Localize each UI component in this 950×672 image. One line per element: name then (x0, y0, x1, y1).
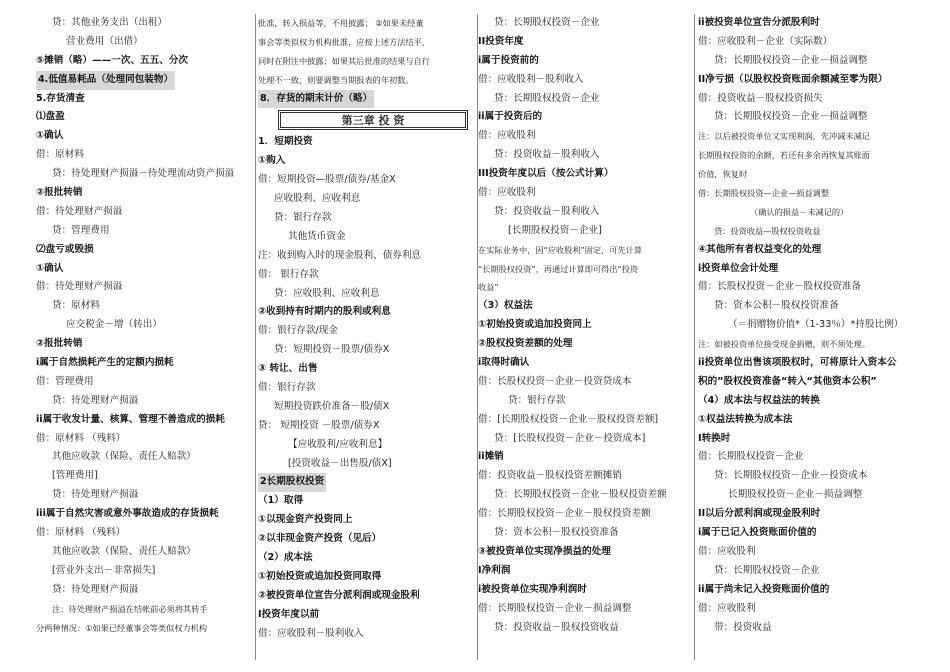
section-heading: II以后分派利润或现金股利时 (698, 508, 821, 520)
section-heading: i被投资单位实现净利润时 (478, 583, 587, 595)
text-line: 收益” (478, 282, 499, 293)
text-line: 贷：管理费用 (52, 224, 110, 236)
section-heading: ⑵盘亏或毁损 (36, 243, 94, 255)
text-line: （＝捐赠物价值*（1-33％）*持股比例） (728, 319, 904, 331)
text-line: 价值，恢复时 (698, 169, 748, 180)
section-heading: ii被投资单位宣告分派股利时 (698, 17, 820, 28)
section-heading: ii属于尚未记入投资账面价值的 (698, 583, 830, 595)
section-heading: II净亏损（以股权投资账面余额减至零为限） (698, 73, 888, 85)
text-line: 长期股权投资－企业－损益调整 (728, 489, 863, 501)
text-line: 借：待处理财产损溢 (36, 281, 123, 293)
section-heading: 1．短期投资 (258, 136, 313, 148)
text-line: [营业外支出－非常损失] (52, 564, 156, 576)
text-line: 分两种情况：①如果已经董事会等类似权力机构 (36, 622, 208, 633)
section-heading: ②以非现金资产投资（见后） (258, 533, 382, 545)
text-line: 贷：资本公积－股权投资准备 (714, 300, 839, 312)
text-line: 贷：其他业务支出（出租） (52, 17, 168, 28)
text-line: 贷：长期股权投资－企业－损益调整 (714, 111, 868, 123)
section-heading: ①确认 (36, 262, 64, 274)
text-line: 借：长期股权投资－企业 (698, 451, 804, 463)
highlighted-heading: 8．存货的期末计价（略） (258, 90, 374, 109)
section-heading: III投资年度以后（按公式计算） (478, 168, 614, 180)
text-line: 贷：银行存款 (508, 394, 566, 406)
text-line: 借：应收股利 (698, 602, 756, 614)
text-line: 借：银行存款 (258, 382, 316, 394)
section-heading: iii属于自然灾害或意外事故造成的存货损耗 (36, 508, 219, 520)
text-line: 贷：待处理财产损溢－待处理流动资产损溢 (52, 168, 235, 180)
section-heading: i投资单位会计处理 (698, 262, 779, 274)
text-line: 借：短期投资—股票/债券/基金Ⅹ (258, 174, 396, 186)
text-line: 【应收股利/应收利息】 (288, 438, 388, 450)
text-line: [管理费用] (52, 470, 98, 482)
text-line: 贷：长期股权投资－企业 (494, 92, 600, 104)
text-line: 借：应收股利 (478, 187, 536, 199)
section-heading: ii属于投资后的 (478, 111, 543, 123)
section-heading: ④其他所有者权益变化的处理 (698, 243, 822, 255)
text-line: 借：待处理财产损溢 (36, 205, 123, 217)
text-line: 贷：长期股权投资－企业－投资成本 (714, 470, 868, 482)
section-heading: II投资年度 (478, 35, 524, 47)
section-heading: i属于已记入投资账面价值的 (698, 527, 817, 539)
text-line: 贷： 短期投资 －股票/债券Ⅹ (258, 419, 380, 431)
text-line: 贷：应收股利、应收利息 (274, 287, 380, 299)
text-line: 贷：投资收益－股权投资收益 (494, 621, 619, 633)
section-heading: I净利润 (478, 564, 511, 576)
section-heading: （3）权益法 (478, 300, 533, 312)
text-line: 营业费用（出借） (66, 35, 143, 47)
text-line: 带：投资收益 (714, 621, 772, 633)
section-heading: 积的”股权投资准备“转入“其他资本公积” (698, 375, 877, 387)
text-line: 注：如被投资单位接受现金捐赠，则不须处理。 (698, 339, 870, 350)
section-heading: ⑴盘盈 (36, 111, 65, 123)
text-line: 贷：投资收益－股利收入 (494, 205, 600, 217)
section-heading: ①初始投资或追加投资同上 (478, 319, 592, 331)
text-line: 贷：长期股权投资－企业－损益调整 (714, 54, 868, 66)
text-line: 贷：投资收益—股权投资收益 (714, 225, 821, 236)
section-heading (258, 90, 473, 109)
text-line: 借：应收股利 (698, 545, 756, 557)
section-heading: ②报批转销 (36, 187, 83, 199)
section-heading: ii摊销 (478, 451, 504, 463)
highlighted-heading: 4.低值易耗品（处理同包装物） (36, 71, 175, 90)
text-line: 贷：长期股权投资－企业－股权投资差额 (494, 489, 667, 501)
text-line: 在实际业务中，因“应收股利”固定，可先计算 (478, 244, 643, 255)
text-line: 其他应收款（保险、责任人赔款） (52, 451, 196, 463)
section-heading: （4）成本法与权益法的转换 (698, 394, 820, 406)
section-heading: ②股权投资差额的处理 (478, 338, 573, 350)
section-heading: I投资年度以前 (258, 608, 320, 620)
section-heading: ①以现金资产投资同上 (258, 514, 353, 526)
section-heading: （1）取得 (258, 495, 304, 507)
section-heading: i取得时确认 (478, 357, 530, 369)
text-line: 其他货币资金 (288, 230, 346, 242)
text-line: 借：应收股利－股利收入 (258, 627, 364, 639)
text-line: 贷：待处理财产损溢 (52, 394, 139, 406)
text-line: 其他应收款（保险、责任人赔款） (52, 545, 196, 557)
text-line: 批准，转入损益等，不用披露； ②如果未经董 (258, 18, 424, 28)
text-line: 借：长期股权投资－企业－股权投资差额 (478, 508, 651, 520)
text-line: 应收股利、应收利息 (274, 193, 361, 205)
section-heading: I转换时 (698, 432, 731, 444)
section-heading: i属于投资前的 (478, 54, 539, 66)
chapter-heading: 第三章 投 资 (278, 110, 468, 130)
text-line: [长期股权投资－企业] (508, 224, 602, 236)
text-line: 事会等类似权力机构批准，应按上述方法结平， (258, 36, 430, 47)
section-heading (258, 473, 473, 492)
section-heading: ①初始投资或追加投资同取得 (258, 570, 382, 582)
text-line: 注：以后被投资单位又实现利润，先冲减未减记 (698, 131, 870, 142)
text-line: 贷：[长股权投资－企业－投资成本] (494, 432, 646, 444)
text-line: 借：长股权投资－企业－投资贷成本 (478, 375, 632, 387)
text-line: 借：原材料 （残料） (36, 432, 126, 444)
text-line: 应交税金－增（转出） (66, 319, 162, 331)
text-line: 借：长期股权投资—企业—损益调整 (698, 188, 830, 199)
text-line: 处理不一致，则要调整当期报表的年初数。 (258, 74, 414, 85)
text-line: （确认的损益－未减记的） (750, 206, 849, 217)
section-heading: ③被投资单位实现净损益的处理 (478, 545, 611, 557)
text-line: 借：应收股利 (478, 130, 536, 142)
text-line: 借：原材料 (36, 149, 84, 161)
text-line: 贷：原材料 (52, 300, 100, 312)
section-heading: ⑤摊销（略）——一次、五五、分次 (36, 54, 189, 66)
text-line: 借：[长期股权投资－企业－股权投资差额] (478, 413, 659, 425)
text-line: 借：应收股利－股利收入 (478, 73, 584, 85)
text-line: 借：长股权投资－企业－股权投资准备 (698, 281, 862, 293)
section-heading: ②收到持有时期内的股利或利息 (258, 306, 391, 318)
text-line: [投资收益－出售股/债Ⅹ] (288, 457, 392, 469)
section-heading (36, 71, 251, 90)
section-heading: （2）成本法 (258, 552, 313, 564)
text-line: 注：收到购入时的现金股利、债券利息 (258, 249, 422, 261)
text-line: 长期股权投资的余额，若还有多余再恢复其账面 (698, 150, 870, 161)
text-line: 贷：短期投资－股票/债券Ⅹ (274, 344, 390, 356)
section-heading: i属于自然损耗产生的定额内损耗 (36, 357, 174, 369)
text-line: 贷：待处理财产损溢 (52, 583, 139, 595)
section-heading: ii投资单位出售该项股权时，可将原计入资本公 (698, 357, 897, 369)
text-line: 贷：长期股权投资－企业 (714, 564, 820, 576)
text-line: 借：原材料 （残料） (36, 527, 126, 539)
text-line: 借：投资收益－股权投资差额摊销 (478, 470, 622, 482)
text-line: 注：待处理财产损溢在结帐前必须将其转手 (52, 603, 208, 614)
section-heading: ①确认 (36, 130, 64, 142)
text-line: 同时在附注中披露；如果其后批准的结果与自行 (258, 55, 430, 66)
text-line: 借：长期股权投资－企业－损益调整 (478, 602, 632, 614)
section-heading: ③ 转让、出售 (258, 363, 318, 375)
text-line: 贷：待处理财产损溢 (52, 489, 139, 501)
text-line: “长期股权投资”，再通过计算即可得出“投资 (478, 263, 639, 274)
text-line: 贷：投资收益－股利收入 (494, 149, 600, 161)
column-4 (698, 14, 918, 637)
text-line: 借： 银行存款 (258, 268, 319, 280)
text-line: 借：投资收益－股权投资损失 (698, 92, 823, 104)
section-heading: ①购入 (258, 155, 286, 167)
text-line: 借：银行存款/现金 (258, 325, 338, 337)
section-heading: 5.存货清查 (36, 92, 85, 104)
column-3 (478, 14, 690, 637)
text-line: 贷：资本公积－股权投资准备 (494, 527, 619, 539)
text-line: 借：应收股利－企业（实际数） (698, 35, 833, 47)
text-line: 借：管理费用 (36, 375, 94, 387)
section-heading: ii属于收发计量、核算、管理不善造成的损耗 (36, 413, 225, 425)
highlighted-heading: 2长期股权投资 (258, 473, 326, 492)
section-heading: ②被投资单位宣告分派利润或现金股利 (258, 589, 420, 601)
text-line: 短期投资跌价准备－股/债Ⅹ (274, 400, 390, 412)
column-1 (36, 14, 251, 637)
section-heading: ①权益法转换为成本法 (698, 413, 793, 425)
text-line: 贷：长期股权投资－企业 (494, 17, 600, 28)
section-heading: ②报批转销 (36, 338, 83, 350)
text-line: 贷：银行存款 (274, 212, 332, 224)
column-2 (258, 14, 473, 644)
